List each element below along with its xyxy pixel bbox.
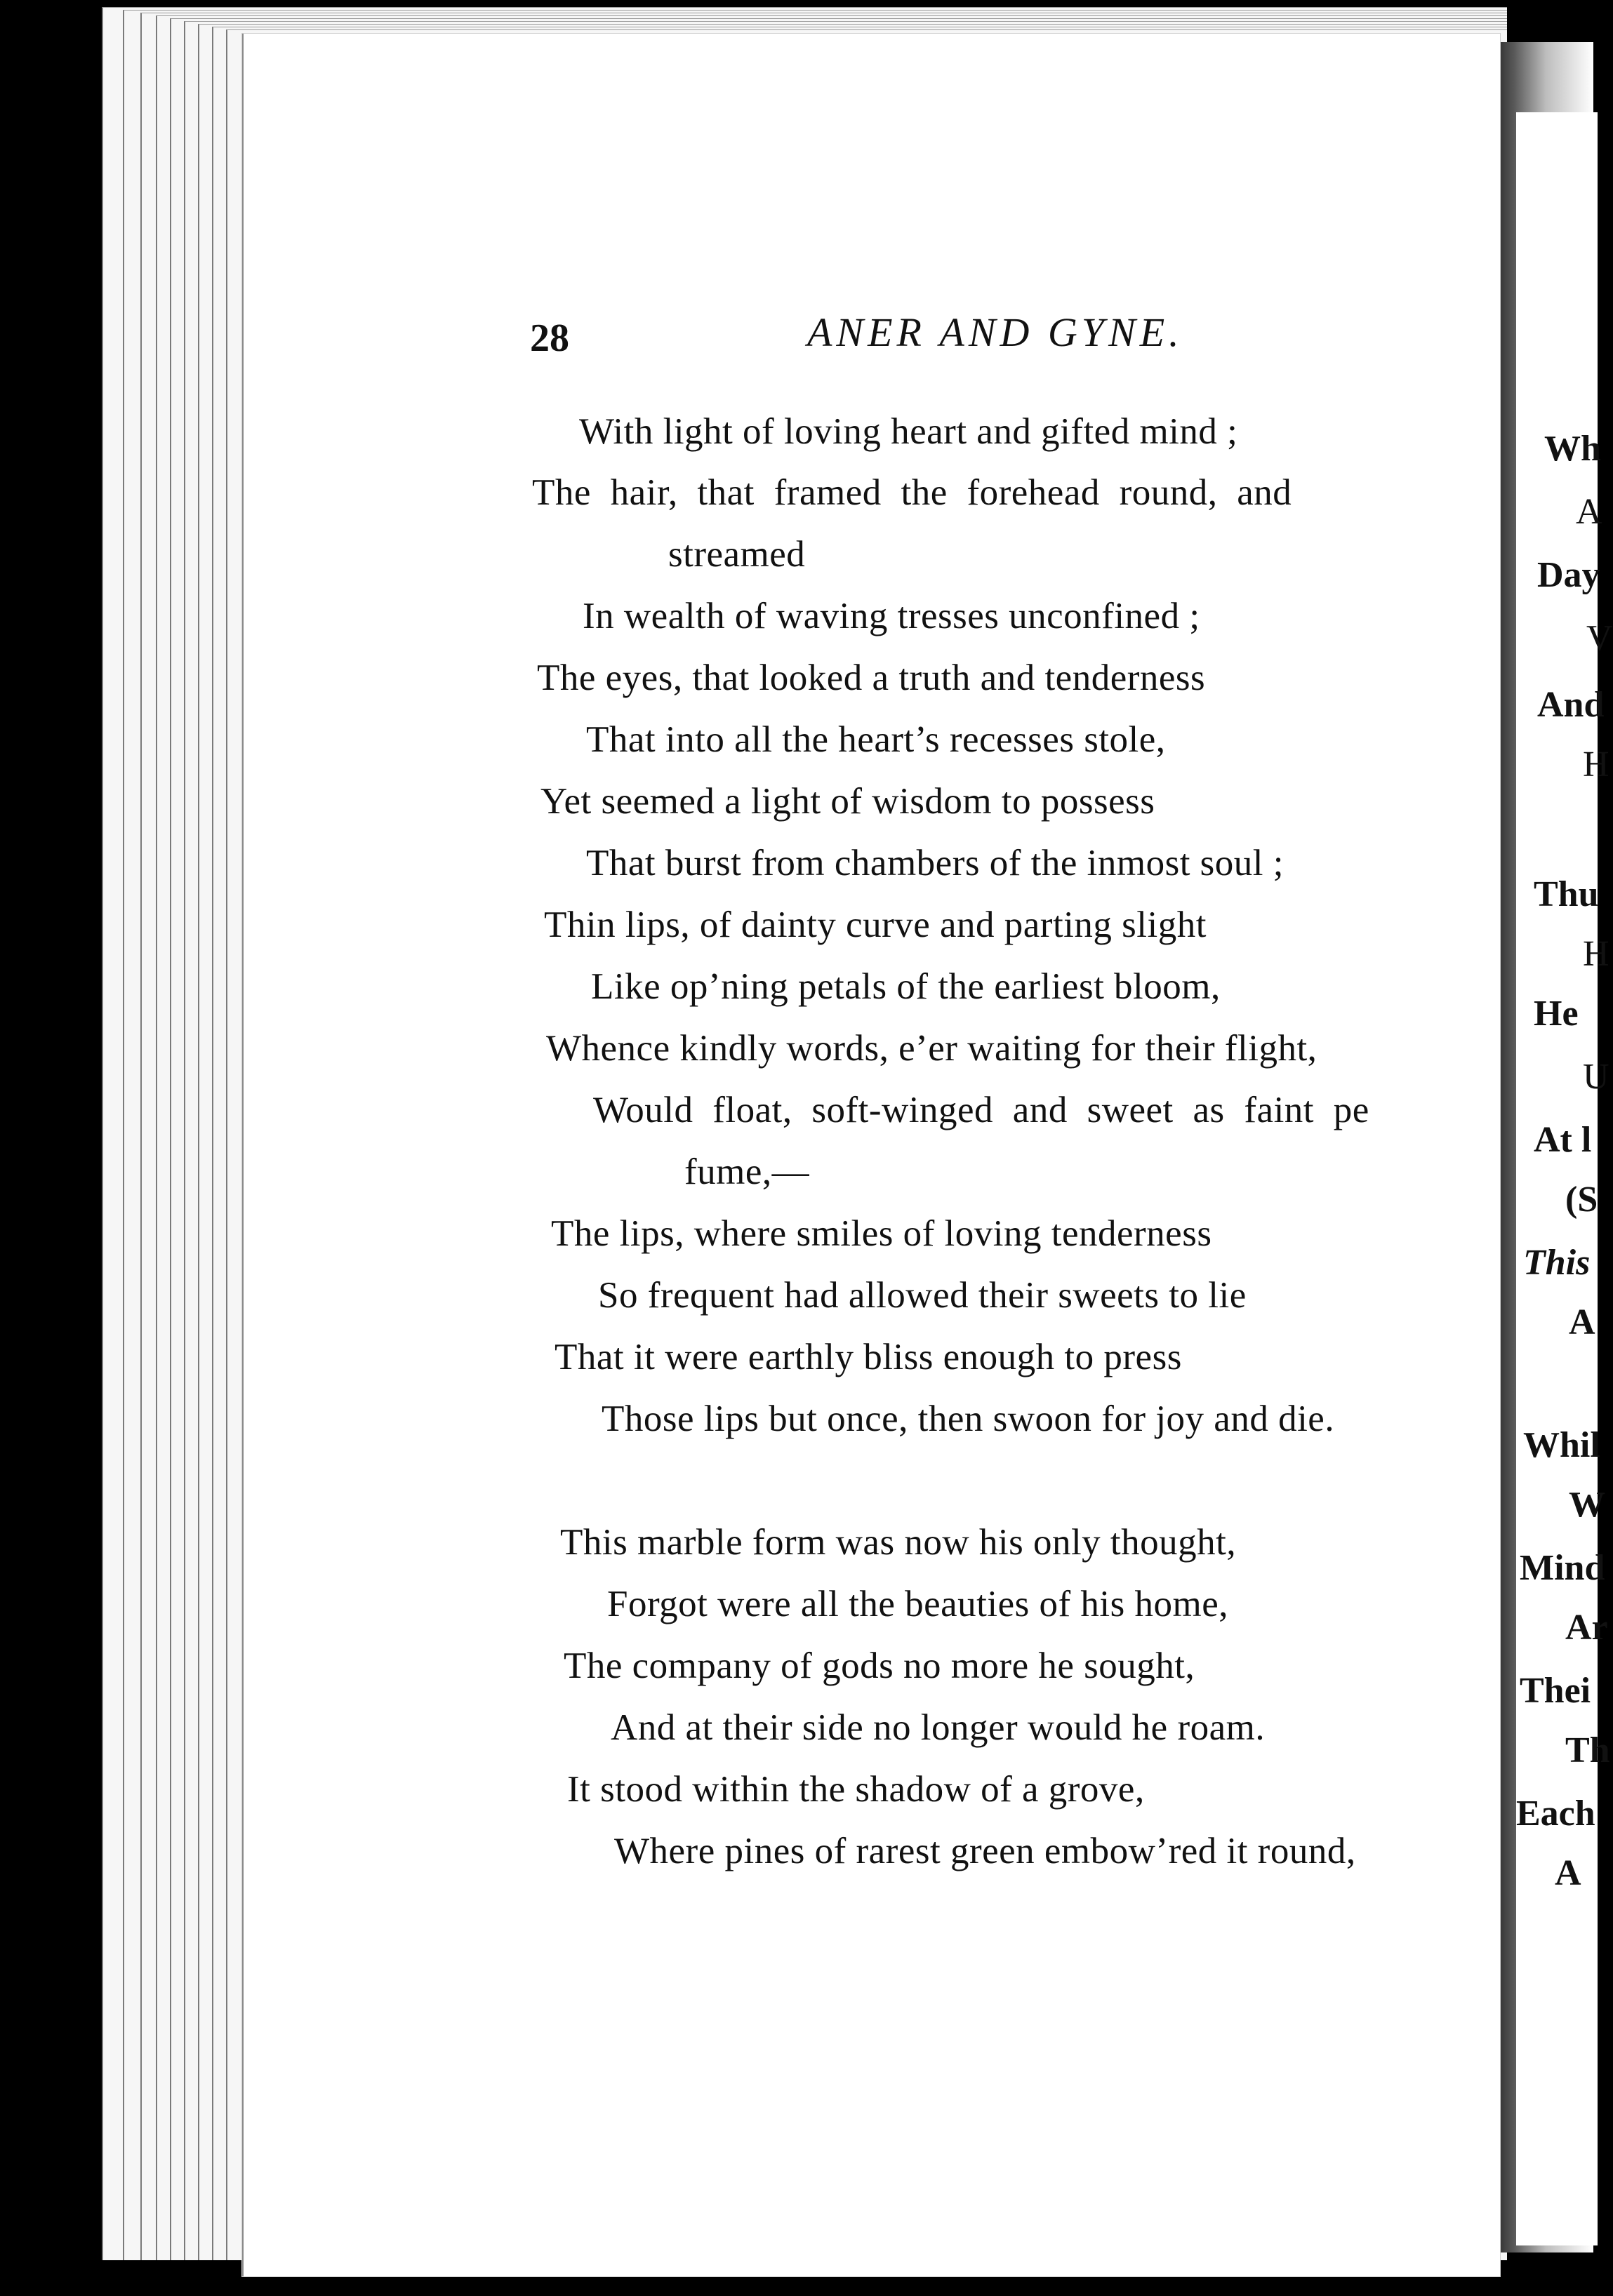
- facing-fragment: H: [1583, 745, 1609, 785]
- poem-line: That burst from chambers of the inmost soul ;: [586, 843, 1284, 883]
- facing-fragment: Th: [1565, 1730, 1610, 1770]
- poem-line: Where pines of rarest green embow’red it round,: [614, 1831, 1356, 1871]
- facing-fragment: U: [1583, 1057, 1609, 1097]
- poem-line: In wealth of waving tresses unconfined ;: [583, 596, 1200, 636]
- facing-fragment: And: [1537, 685, 1605, 725]
- facing-fragment: H: [1583, 934, 1609, 974]
- facing-fragment: Day: [1537, 555, 1600, 595]
- facing-fragment: W: [1569, 1485, 1605, 1525]
- facing-fragment: A: [1569, 1302, 1595, 1342]
- poem-line: It stood within the shadow of a grove,: [567, 1769, 1145, 1810]
- facing-fragment: Whil: [1523, 1425, 1600, 1465]
- facing-fragment: He: [1534, 994, 1579, 1034]
- facing-fragment: Each: [1516, 1794, 1595, 1834]
- poem-line: Yet seemed a light of wisdom to possess: [540, 781, 1155, 822]
- poem-line: The company of gods no more he sought,: [564, 1646, 1195, 1686]
- poem-line: That into all the heart’s recesses stole,: [586, 719, 1166, 760]
- facing-fragment: A: [1576, 492, 1602, 532]
- facing-fragment: Thei: [1520, 1671, 1591, 1711]
- facing-fragment: Thu: [1534, 874, 1599, 914]
- facing-page: [1516, 112, 1613, 2245]
- running-title: ANER AND GYNE.: [807, 309, 1183, 355]
- poem-line: Whence kindly words, e’er waiting for their flight,: [546, 1028, 1317, 1069]
- facing-fragment: A: [1555, 1853, 1581, 1893]
- poem-line: And at their side no longer would he roam.: [611, 1707, 1266, 1748]
- poem-line: So frequent had allowed their sweets to lie: [598, 1275, 1247, 1316]
- poem-line: Thin lips, of dainty curve and parting slight: [544, 905, 1207, 945]
- poem-line: The hair, that framed the forehead round, and: [532, 472, 1292, 513]
- poem-line: streamed: [668, 534, 806, 575]
- facing-fragment: At l: [1534, 1120, 1592, 1160]
- facing-fragment: (S: [1565, 1180, 1598, 1220]
- poem-line: Would float, soft-winged and sweet as faint pe: [593, 1090, 1369, 1130]
- poem-line: Those lips but once, then swoon for joy and die.: [602, 1399, 1335, 1439]
- poem-line: With light of loving heart and gifted mind ;: [579, 411, 1238, 452]
- book-page: [242, 34, 1500, 2276]
- poem-line: That it were earthly bliss enough to press: [555, 1337, 1182, 1377]
- facing-fragment: Wh: [1544, 429, 1601, 469]
- poem-line: Forgot were all the beauties of his home,: [607, 1584, 1228, 1624]
- facing-fragment: Mind: [1520, 1548, 1605, 1588]
- facing-fragment: V: [1586, 618, 1613, 658]
- poem-line: Like op’ning petals of the earliest bloom,: [591, 966, 1221, 1007]
- poem-line: The lips, where smiles of loving tenderness: [551, 1213, 1212, 1254]
- poem-line: This marble form was now his only thought,: [560, 1522, 1237, 1563]
- page-number: 28: [530, 316, 569, 360]
- poem-line: The eyes, that looked a truth and tenderness: [537, 658, 1206, 698]
- facing-fragment: Ar: [1565, 1608, 1608, 1648]
- poem-line: fume,—: [684, 1152, 810, 1192]
- facing-fragment: This: [1523, 1243, 1591, 1283]
